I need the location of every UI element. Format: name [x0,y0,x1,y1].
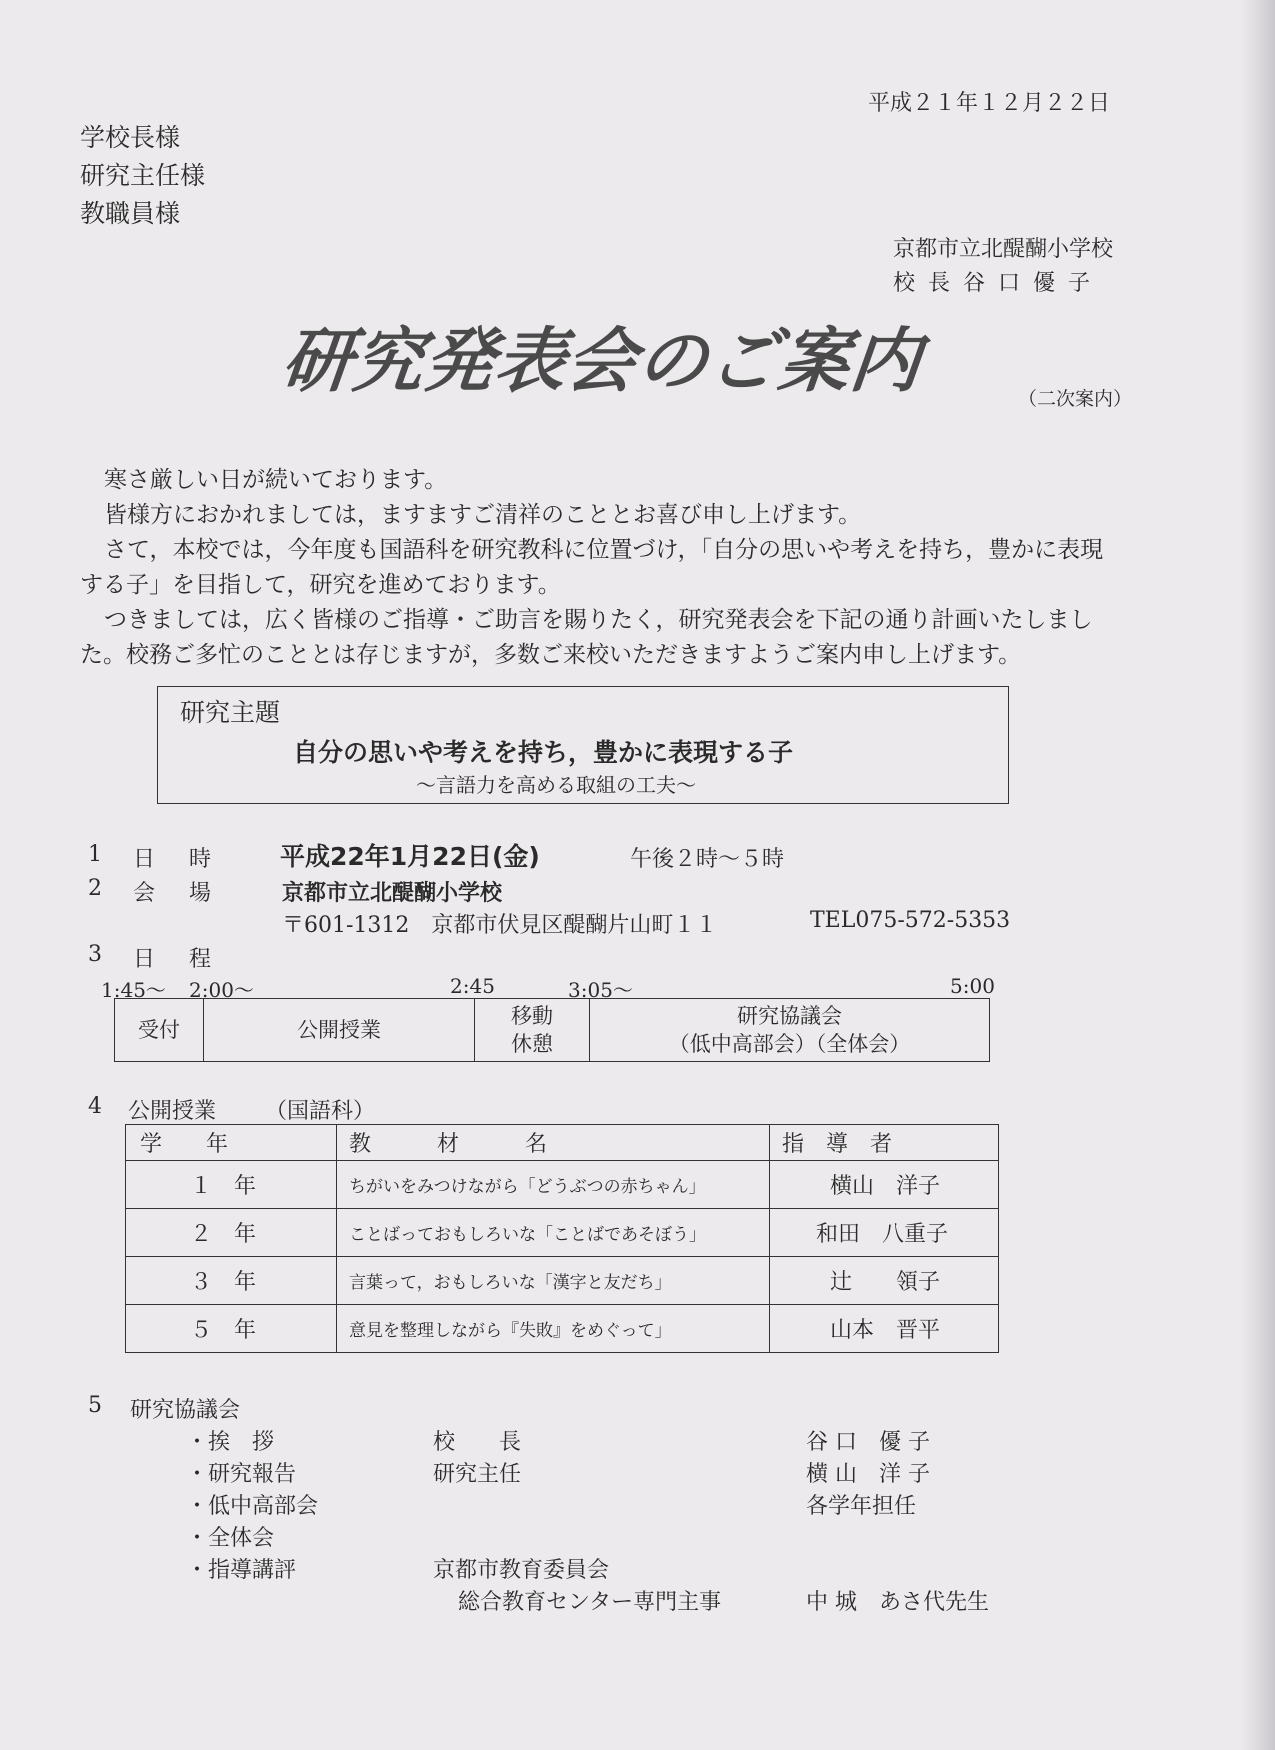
item4-subject: （国語科） [265,1099,376,1124]
meeting-item: ・低中高部会 [186,1494,319,1519]
lesson-material: 意見を整理しながら『失敗』をめぐって」 [337,1305,770,1353]
schedule-time-break: 2:45 [450,974,495,998]
body-paragraph-2: 皆様方におかれましては，ますますご清祥のこととお喜び申し上げます。 [104,502,862,528]
lesson-material: ちがいをみつけながら「どうぶつの赤ちゃん」 [337,1161,770,1209]
meeting-role: 研究主任 [433,1462,522,1487]
page-subtitle: （二次案内） [1018,388,1133,410]
recipient-1: 学校長様 [80,123,181,152]
lesson-material: ことばっておもしろいな「ことばであそぼう」 [337,1209,770,1257]
lesson-instructor: 山本 晋平 [770,1305,999,1353]
meeting-person: 横 山 洋 子 [806,1462,930,1487]
schedule-move-label: 移動 [511,1004,553,1028]
item1-label: 日 時 [133,847,218,872]
meeting-item: ・全体会 [186,1526,275,1551]
lesson-grade: １ 年 [126,1161,337,1209]
sender-principal: 校 長 谷 口 優 子 [893,271,1093,296]
page-title: 研究発表会のご案内 [278,320,926,402]
schedule-meeting-detail: （低中高部会）（全体会） [668,1032,911,1056]
schedule-time-lesson: 2:00～ [189,978,254,1002]
item3-label: 日 程 [133,947,218,972]
event-date: 平成22年1月22日(金) [280,842,540,871]
table-row [126,1161,999,1209]
recipient-3: 教職員様 [80,199,181,228]
lesson-instructor: 横山 洋子 [770,1161,999,1209]
lessons-header-row [126,1125,999,1161]
lesson-grade: ３ 年 [126,1257,337,1305]
meeting-role: 校 長 [433,1430,522,1455]
item5-number: 5 [88,1393,102,1418]
body-paragraph-4: つきましては，広く皆様のご指導・ご助言を賜りたく，研究発表会を下記の通り計画いたしました。校務ご多忙のこととは存じますが，多数ご来校いただきますようご案内申し上げます。 [80,607,1093,668]
item4-number: 4 [88,1094,102,1119]
body-paragraph-3: さて，本校では，今年度も国語科を研究教科に位置づけ，「自分の思いや考えを持ち，豊かに表現する子」を目指して，研究を進めております。 [80,537,1104,598]
schedule-table [114,998,990,1062]
document-date: 平成２１年１２月２２日 [868,91,1111,116]
sender-school: 京都市立北醍醐小学校 [893,237,1114,262]
item2-label: 会 場 [133,881,218,906]
page-edge-shadow [1241,0,1275,1750]
table-row [126,1209,999,1257]
lessons-table [125,1124,999,1353]
body-text [80,463,1120,673]
table-row [126,1305,999,1353]
schedule-cell-reception: 受付 [115,999,204,1062]
schedule-time-start: 1:45～ [101,978,166,1002]
venue-tel: TEL075-572-5353 [810,908,1011,933]
header-grade: 学 年 [126,1125,337,1161]
meeting-person: 谷 口 優 子 [806,1430,930,1455]
meeting-item: ・挨 拶 [186,1430,275,1455]
meeting-role: 京都市教育委員会 [433,1558,610,1583]
theme-main: 自分の思いや考えを持ち，豊かに表現する子 [293,738,794,767]
item4-label: 公開授業 [128,1099,217,1124]
lesson-grade: ５ 年 [126,1305,337,1353]
recipient-2: 研究主任様 [80,161,206,190]
item3-number: 3 [88,942,102,967]
meeting-extra-person: 中 城 あさ代先生 [806,1590,989,1615]
item1-number: 1 [88,842,102,867]
schedule-cell-lesson: 公開授業 [204,999,475,1062]
lesson-material: 言葉って，おもしろいな「漢字と友だち」 [337,1257,770,1305]
meeting-person: 各学年担任 [806,1494,917,1519]
schedule-time-end: 5:00 [950,974,995,998]
meeting-item: ・研究報告 [186,1462,297,1487]
lesson-instructor: 辻 領子 [770,1257,999,1305]
table-row [126,1257,999,1305]
schedule-cell-meeting [590,999,990,1062]
header-material: 教 材 名 [337,1125,770,1161]
venue-name: 京都市立北醍醐小学校 [282,880,503,906]
header-instructor: 指 導 者 [770,1125,999,1161]
schedule-meeting-label: 研究協議会 [737,1004,842,1028]
theme-sub: ～言語力を高める取組の工夫～ [416,773,696,797]
lesson-grade: ２ 年 [126,1209,337,1257]
body-paragraph-1: 寒さ厳しい日が続いております。 [104,467,448,493]
item5-label: 研究協議会 [130,1398,241,1423]
meeting-extra-role: 総合教育センター専門主事 [458,1590,722,1615]
schedule-cell-move [475,999,590,1062]
meeting-item: ・指導講評 [186,1558,297,1583]
event-time: 午後２時～５時 [630,847,785,872]
schedule-rest-label: 休憩 [511,1032,553,1056]
venue-address: 〒601-1312 京都市伏見区醍醐片山町１１ [282,913,718,938]
theme-box [157,686,1009,804]
schedule-time-meeting: 3:05～ [568,978,633,1002]
item2-number: 2 [88,876,102,901]
theme-label: 研究主題 [180,698,281,727]
lesson-instructor: 和田 八重子 [770,1209,999,1257]
